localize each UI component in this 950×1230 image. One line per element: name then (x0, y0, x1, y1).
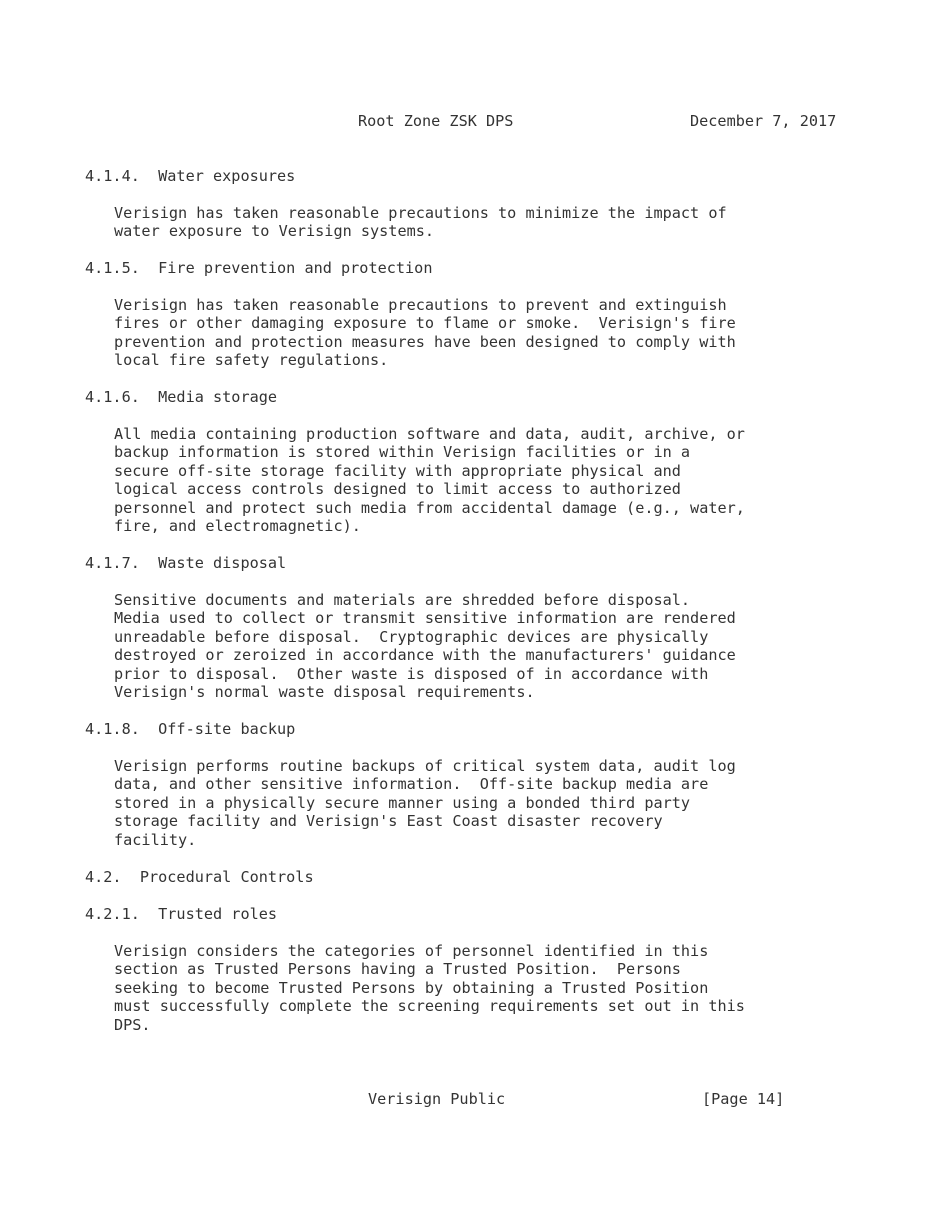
header-title: Root Zone ZSK DPS (358, 112, 514, 130)
section-heading-procedural-controls: 4.2. Procedural Controls (85, 868, 314, 886)
section-paragraph-water-exposures: Verisign has taken reasonable precautions to minimize the impact of water exposure to Verisign systems. (114, 204, 727, 241)
footer-page-number: [Page 14] (702, 1090, 785, 1108)
section-heading-trusted-roles: 4.2.1. Trusted roles (85, 905, 278, 923)
section-paragraph-media-storage: All media containing production software and data, audit, archive, or backup information is stored within Verisign facilities or in a secure off-site storage facility with appropriate physical and logical access controls designed to limit access to authorized personnel and protect such media from accidental damage (e.g., water, fire, and electromagnetic). (114, 425, 745, 536)
section-paragraph-fire-prevention: Verisign has taken reasonable precautions to prevent and extinguish fires or other damaging exposure to flame or smoke. Verisign's fire prevention and protection measures have been designed to comply with local fire safety regulations. (114, 296, 736, 370)
section-heading-waste-disposal: 4.1.7. Waste disposal (85, 554, 287, 572)
section-heading-off-site-backup: 4.1.8. Off-site backup (85, 720, 296, 738)
section-paragraph-trusted-roles: Verisign considers the categories of personnel identified in this section as Trusted Persons having a Trusted Position. Persons seeking to become Trusted Persons by obtaining a Trusted Position must successfully complete the screening requirements set out in this DPS. (114, 942, 745, 1034)
header-date: December 7, 2017 (690, 112, 837, 130)
section-paragraph-waste-disposal: Sensitive documents and materials are shredded before disposal. Media used to collect or transmit sensitive information are rendered unreadable before disposal. Cryptographic devices are physically destroyed or zeroized in accordance with the manufacturers' guidance prior to disposal. Other waste is disposed of in accordance with Verisign's normal waste disposal requirements. (114, 591, 736, 702)
section-heading-fire-prevention: 4.1.5. Fire prevention and protection (85, 259, 433, 277)
footer-label: Verisign Public (368, 1090, 506, 1108)
section-heading-media-storage: 4.1.6. Media storage (85, 388, 278, 406)
section-heading-water-exposures: 4.1.4. Water exposures (85, 167, 296, 185)
section-paragraph-off-site-backup: Verisign performs routine backups of critical system data, audit log data, and other sensitive information. Off-site backup media are stored in a physically secure manner using a bonded third party storage facility and Verisign's East Coast disaster recovery facility. (114, 757, 736, 849)
